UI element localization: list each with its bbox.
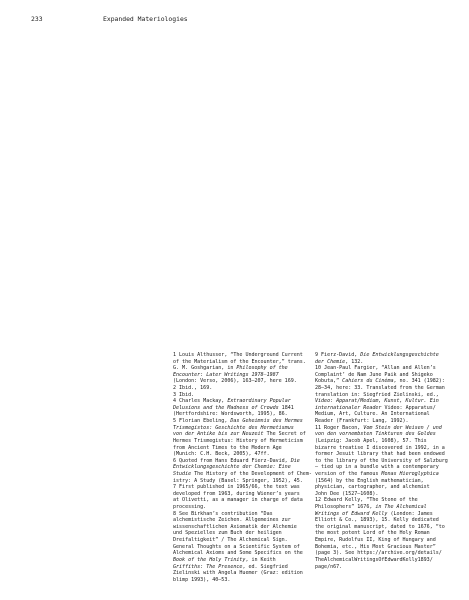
endnote-text: TheAlchemicalWritingsOfEdwardKelly1893/ <box>315 556 433 563</box>
endnote-line <box>173 530 311 537</box>
endnote-line <box>173 425 311 432</box>
endnote-text: 11 Roger Bacon, <box>315 424 364 431</box>
endnote-text: 1 Louis Althusser, “The Underground Current <box>173 352 303 358</box>
endnote-line <box>173 464 311 471</box>
endnotes-left-column <box>173 352 311 583</box>
endnote-italic-text: in The Alchemical <box>375 504 427 511</box>
endnote-line <box>315 564 460 571</box>
endnote-line <box>173 478 311 485</box>
endnote-italic-text: Encounter: Later Writings 1978–1987 <box>173 371 279 378</box>
endnote-text: physician, cartographer, and alchemist <box>315 484 430 491</box>
page-number: 233 <box>31 15 43 23</box>
endnote-line <box>173 491 311 498</box>
endnote-text: (Hertfordshire: Wordsworth, 1995), 86. <box>173 411 288 418</box>
endnote-text: 1841 <box>278 404 294 411</box>
endnote-italic-text: Vom Stein der Weisen / und <box>363 424 442 431</box>
endnote-line <box>173 557 311 564</box>
endnote-line <box>173 378 311 385</box>
endnote-italic-text: Philosophy of the <box>236 365 288 372</box>
endnote-line <box>173 504 311 511</box>
endnote-italic-text: Book of the Holy Trinity <box>173 556 246 563</box>
endnote-line <box>315 537 460 544</box>
endnote-line <box>315 405 460 412</box>
endnote-text: wissenschaftlichen Axiomatik der Alchemie <box>173 523 297 530</box>
endnote-text: 6 Quoted from Hans Eduard Fierz-David, <box>173 457 291 464</box>
endnote-text: Bohemia, etc., His Most Gracious Master” <box>315 543 436 550</box>
endnote-text: at Olivetti, as a manager in charge of data <box>173 497 303 504</box>
endnote-text: 2 Ibid., 169. <box>173 385 213 392</box>
endnote-line <box>315 425 460 432</box>
endnote-text: Reader (Frankfurt: Lang, 1992). <box>315 418 409 425</box>
endnote-line <box>173 405 311 412</box>
endnote-line <box>315 451 460 458</box>
endnote-line <box>173 431 311 438</box>
endnote-text: Complaint’ de Nam June Paik and Shigeko <box>315 371 433 378</box>
endnote-line <box>315 550 460 557</box>
endnote-text: processing. <box>173 504 207 511</box>
endnote-text: Philosophers” 1676, <box>315 504 376 511</box>
endnote-italic-text: von den vornembsten Tinkturen des Goldes <box>315 431 436 438</box>
endnote-text: (page 3). See https://archive.org/details/ <box>315 550 442 557</box>
endnote-italic-text: internationaler Reader <box>315 404 382 411</box>
endnote-line <box>315 464 460 471</box>
endnote-italic-text: Das Geheimnis des Hermes <box>230 418 303 425</box>
endnote-line <box>315 458 460 465</box>
endnote-line <box>173 438 311 445</box>
endnote-line <box>315 378 460 385</box>
endnote-line <box>315 471 460 478</box>
endnote-text: 7 First published in 1965/66, the text was <box>173 484 300 491</box>
endnote-italic-text: Studie <box>173 470 192 477</box>
endnote-text: John Dee (1527–1608). <box>315 490 379 497</box>
endnote-line <box>315 511 460 518</box>
endnote-text: Dreifaltigkeit” / The Alchemical Sign. <box>173 537 288 544</box>
endnote-line <box>315 431 460 438</box>
endnote-line <box>173 511 311 518</box>
endnote-text: developed from 1963, during Wiener’s years <box>173 490 300 497</box>
endnote-italic-text: Entwicklungsgeschichte der Chemie: Eine <box>173 464 291 471</box>
endnote-text: from Ancient Times to the Modern Age <box>173 444 282 451</box>
endnote-line <box>173 524 311 531</box>
endnote-line <box>315 484 460 491</box>
endnote-italic-text: Die Entwicklungsgeschichte <box>360 352 439 358</box>
endnote-text: und Spezielles zum Buch der heiligen <box>173 530 282 537</box>
endnote-italic-text: Writings of Edward Kelly <box>315 510 388 517</box>
endnote-line <box>315 398 460 405</box>
endnote-line <box>173 445 311 452</box>
endnote-italic-text: Trismegistos: Geschichte des Hermetismus <box>173 424 294 431</box>
endnote-text: The Secret of <box>263 431 306 438</box>
endnote-text: former Jesuit library that had been endowed <box>315 451 445 458</box>
endnote-text: alchemistische Zeichen. Allgemeines zur <box>173 517 291 524</box>
endnote-line <box>315 365 460 372</box>
endnote-text: , no. 341 (1982): <box>393 378 445 385</box>
endnote-text: bizarre treatise I discovered in 1992, in a <box>315 444 445 451</box>
endnote-line <box>173 385 311 392</box>
endnote-line <box>315 438 460 445</box>
endnote-text: 3 Ibid. <box>173 391 195 398</box>
endnote-text: version of the famous <box>315 470 382 477</box>
endnote-line <box>173 418 311 425</box>
endnotes-right-column <box>315 352 460 570</box>
endnote-line <box>315 497 460 504</box>
endnote-line <box>173 365 311 372</box>
endnote-text: 10 Jean-Paul Fargier, “Allan and Allen’s <box>315 365 436 372</box>
endnote-line <box>173 398 311 405</box>
endnote-text: 4 Charles Mackay, <box>173 398 228 405</box>
endnote-text: Alchemical Axioms and Some Specifics on the <box>173 550 303 557</box>
endnote-line <box>173 458 311 465</box>
running-header <box>31 15 449 27</box>
endnote-text: G. M. Goshgarian, in <box>173 365 237 372</box>
endnote-text: 28–34, here: 33. Translated from the German <box>315 385 445 392</box>
endnote-line <box>315 385 460 392</box>
endnote-line <box>173 497 311 504</box>
section-title: Expanded Materiologies <box>103 15 188 23</box>
endnote-italic-text: Die <box>290 457 300 464</box>
endnote-text: , 132. <box>345 358 364 365</box>
endnote-text: to the library of the University of Salzburg <box>315 457 448 464</box>
endnote-text: 5 Florian Ebeling, <box>173 418 231 425</box>
endnote-italic-text: Griffiths: The Presence <box>173 563 243 570</box>
endnote-line <box>315 352 460 359</box>
endnote-text: istry: A Study (Basel: Springer, 1952), 45. <box>173 477 303 484</box>
endnote-text: , in Keith <box>245 556 276 563</box>
endnote-line <box>173 451 311 458</box>
endnote-line <box>315 418 460 425</box>
endnote-line <box>315 530 460 537</box>
endnote-text: Empire, Rudolfus II, King of Hungary and <box>315 537 436 544</box>
endnote-text: (1564) by the English mathematician, <box>315 477 424 484</box>
endnote-line <box>315 517 460 524</box>
endnote-line <box>315 411 460 418</box>
endnote-italic-text: Cahiers du Cinéma <box>342 378 394 385</box>
endnote-line <box>315 524 460 531</box>
endnote-text: Elliott & Co., 1893), 15. Kelly dedicated <box>315 517 439 524</box>
endnote-text: – tied up in a bundle with a contemporary <box>315 464 439 471</box>
endnote-text: 12 Edward Kelly, “The Stone of the <box>315 497 418 504</box>
endnote-line <box>173 352 311 359</box>
endnote-text: Kobuta,” <box>315 378 343 385</box>
endnote-line <box>173 471 311 478</box>
endnote-line <box>173 570 311 577</box>
endnote-text: Medium, Art, Culture. An International <box>315 411 430 418</box>
endnote-line <box>315 359 460 366</box>
endnote-text: (London: Verso, 2006), 163–207, here 169. <box>173 378 297 385</box>
endnote-line <box>315 392 460 399</box>
endnote-italic-text: Monas Hieroglyphica <box>381 470 439 477</box>
endnote-text: (Leipzig: Jacob Apel, 1608), 57. This <box>315 437 427 444</box>
endnote-line <box>315 478 460 485</box>
endnote-text: page/n67. <box>315 563 343 570</box>
endnote-line <box>315 445 460 452</box>
endnote-line <box>173 372 311 379</box>
endnote-italic-text: von der Antike bis zur Neuzeit <box>173 431 264 438</box>
endnote-line <box>173 392 311 399</box>
endnote-text: 8 See Birkhan’s contribution “Das <box>173 510 273 517</box>
endnote-text: , ed. Siegfried <box>242 563 288 570</box>
endnote-line <box>315 504 460 511</box>
endnote-italic-text: Delusions and the Madness of Crowds <box>173 404 279 411</box>
endnote-line <box>315 557 460 564</box>
endnote-line <box>173 517 311 524</box>
endnote-line <box>173 577 311 584</box>
endnote-text: Hermes Trismegistus: History of Hermeticism <box>173 437 303 444</box>
endnote-line <box>173 537 311 544</box>
endnote-italic-text: Extraordinary Popular <box>227 398 291 405</box>
endnote-text: blimp 1993), 40–53. <box>173 576 231 583</box>
endnote-line <box>173 550 311 557</box>
endnote-line <box>173 484 311 491</box>
endnote-line <box>173 359 311 366</box>
endnote-line <box>315 491 460 498</box>
endnote-text: the most potent Lord of the Holy Roman <box>315 530 430 537</box>
endnote-text: 9 Fierz-David, <box>315 352 361 358</box>
endnote-line <box>315 544 460 551</box>
endnote-italic-text: der Chemie <box>315 358 346 365</box>
endnote-text: Video: Apparatus/ <box>381 404 436 411</box>
endnote-text: (Munich: C.H. Beck, 2005), 47ff. <box>173 451 270 458</box>
endnote-italic-text: Video: Apparat/Medium, Kunst, Kultur. Ein <box>315 398 439 405</box>
endnote-text: translation in: Siegfried Zielinski, ed., <box>315 391 439 398</box>
endnote-text: The History of the Development of Chem- <box>191 470 312 477</box>
endnote-text: the original manuscript, dated to 1676, “to <box>315 523 445 530</box>
endnote-text: General Thoughts on a Scientific System of <box>173 543 300 550</box>
endnote-text: of the Materialism of the Encounter,” trans. <box>173 358 306 365</box>
endnote-line <box>173 411 311 418</box>
endnote-line <box>173 544 311 551</box>
endnote-text: Zielinski with Angela Huemer (Graz: edition <box>173 570 303 577</box>
endnote-line <box>173 564 311 571</box>
endnote-text: (London: James <box>387 510 433 517</box>
